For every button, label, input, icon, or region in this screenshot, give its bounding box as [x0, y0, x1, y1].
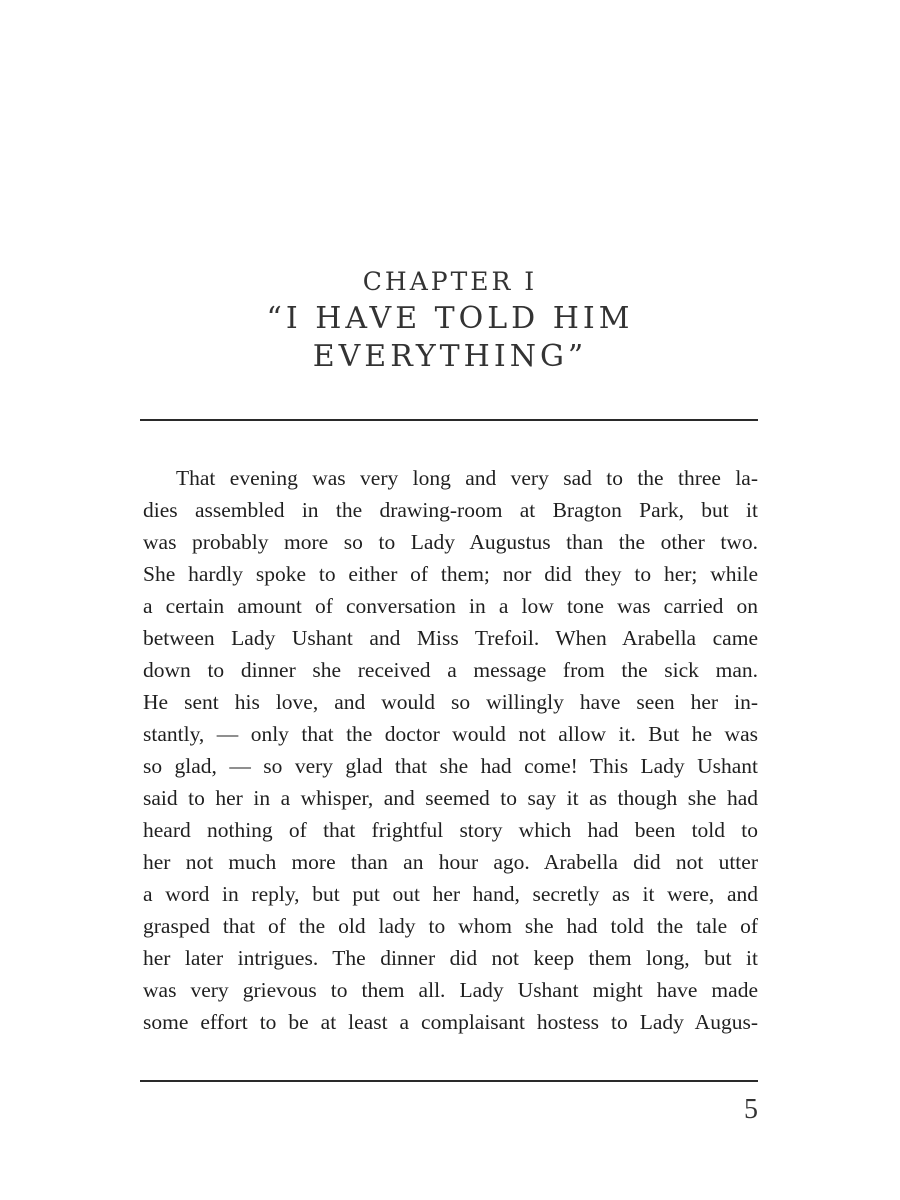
page-number: 5 — [744, 1094, 758, 1125]
text-line: grasped that of the old lady to whom she had told the tale of — [143, 914, 758, 938]
text-line: was probably more so to Lady Augustus than the other two. — [143, 530, 758, 554]
chapter-title-line-2: EVERYTHING” — [312, 339, 588, 374]
text-line: her not much more than an hour ago. Arabella did not utter — [143, 850, 758, 874]
text-line: a word in reply, but put out her hand, secretly as it were, and — [143, 882, 758, 906]
text-line: her later intrigues. The dinner did not keep them long, but it — [143, 946, 758, 970]
chapter-number: CHAPTER I — [362, 267, 538, 296]
body-paragraph — [143, 462, 758, 1038]
bottom-divider-rule — [140, 1080, 758, 1082]
text-line: He sent his love, and would so willingly have seen her in- — [143, 690, 758, 714]
text-line: said to her in a whisper, and seemed to say it as though she had — [143, 786, 758, 810]
text-line: so glad, — so very glad that she had come! This Lady Ushant — [143, 754, 758, 778]
text-line: She hardly spoke to either of them; nor did they to her; while — [143, 562, 758, 586]
text-line: heard nothing of that frightful story which had been told to — [143, 818, 758, 842]
chapter-heading — [140, 264, 760, 376]
text-line: was very grievous to them all. Lady Ushant might have made — [143, 978, 758, 1002]
text-line: dies assembled in the drawing-room at Bragton Park, but it — [143, 498, 758, 522]
chapter-title-line-1: “I HAVE TOLD HIM — [266, 301, 634, 336]
top-divider-rule — [140, 419, 758, 421]
text-line: That evening was very long and very sad to the three la- — [176, 466, 758, 490]
text-line: some effort to be at least a complaisant hostess to Lady Augus- — [143, 1010, 758, 1034]
text-line: down to dinner she received a message from the sick man. — [143, 658, 758, 682]
text-line: stantly, — only that the doctor would not allow it. But he was — [143, 722, 758, 746]
text-line: between Lady Ushant and Miss Trefoil. When Arabella came — [143, 626, 758, 650]
text-line: a certain amount of conversation in a low tone was carried on — [143, 594, 758, 618]
